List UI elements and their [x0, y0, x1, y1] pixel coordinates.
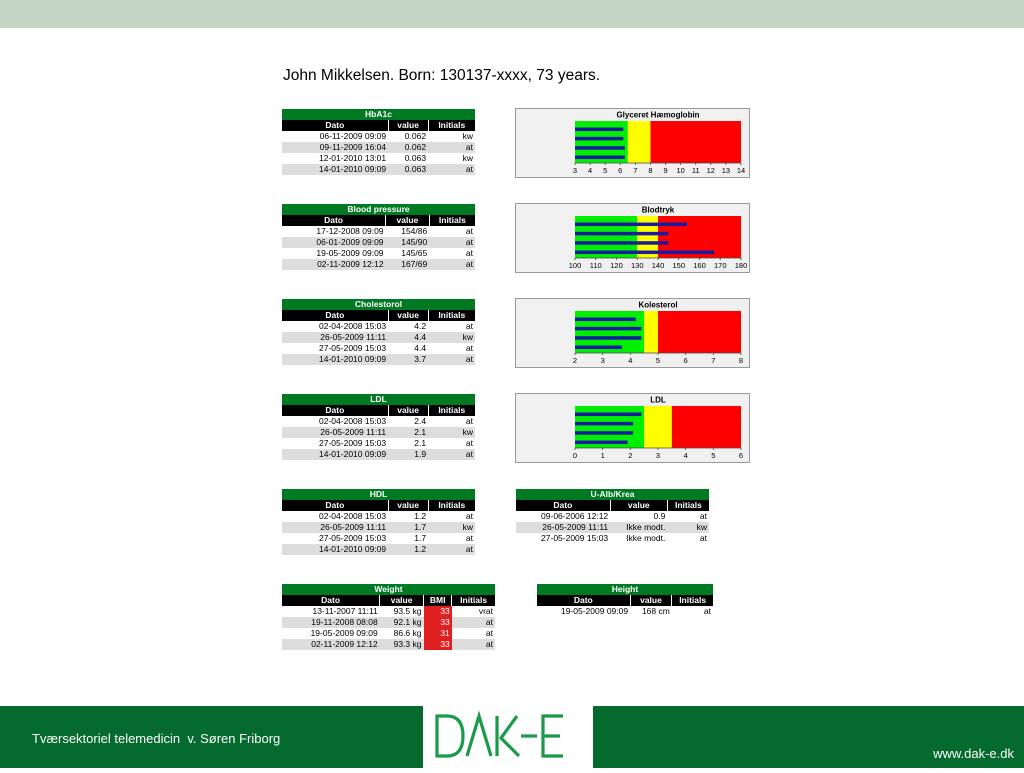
- column-header: value: [388, 405, 428, 416]
- tick-label: 160: [693, 261, 706, 270]
- zone-yellow: [644, 311, 658, 353]
- tick-label: 7: [711, 356, 716, 365]
- hba1c-chart-svg: [516, 109, 749, 177]
- table-row: [282, 248, 475, 259]
- tick-label: 14: [736, 166, 746, 175]
- table-cell: 86.6 kg: [380, 628, 424, 639]
- weight-table: [282, 584, 495, 650]
- tick-label: 3: [655, 451, 661, 460]
- table-cell: 145/90: [386, 237, 430, 248]
- tick-label: 2: [572, 356, 578, 365]
- chart-title: Glyceret Hæmoglobin: [616, 110, 700, 120]
- value-bar: [575, 431, 633, 435]
- table-cell: 14-01-2010 09:09: [282, 354, 388, 365]
- table-cell: 1.2: [388, 544, 428, 555]
- table-cell: at: [428, 533, 475, 544]
- value-bar: [575, 441, 628, 445]
- table-cell: kw: [428, 332, 475, 343]
- column-header: Dato: [537, 595, 630, 606]
- table-cell: vrat: [452, 606, 495, 617]
- table-title: LDL: [282, 394, 475, 405]
- top-banner: [0, 0, 1024, 28]
- tick-label: 5: [711, 451, 716, 460]
- table-cell: 4.4: [388, 332, 428, 343]
- table-cell: 09-06-2006 12:12: [516, 511, 610, 522]
- table-row: [516, 522, 709, 533]
- zone-yellow: [628, 121, 651, 163]
- tick-label: 9: [663, 166, 668, 175]
- table-cell: at: [428, 354, 475, 365]
- table-cell: 0.062: [388, 142, 428, 153]
- table-cell: at: [452, 639, 495, 650]
- blood-pressure-chart-svg: [516, 204, 749, 272]
- table-cell: 02-11-2009 12:12: [282, 259, 386, 270]
- table-cell: kw: [428, 522, 475, 533]
- table-row: [282, 544, 475, 555]
- table-cell: at: [429, 226, 475, 237]
- value-bar: [575, 156, 625, 160]
- table-cell: 27-05-2009 15:03: [282, 533, 388, 544]
- table-cell: 2.1: [388, 438, 428, 449]
- table-cell: 26-05-2009 11:11: [282, 332, 388, 343]
- table-row: [282, 533, 475, 544]
- tick-label: 13: [721, 166, 731, 175]
- blood-pressure-chart: [515, 203, 750, 273]
- column-header: Dato: [282, 310, 388, 321]
- zone-yellow: [644, 406, 672, 448]
- table-cell: 06-11-2009 09:09: [282, 131, 388, 142]
- table-row: [516, 533, 709, 544]
- table-row: [282, 416, 475, 427]
- tick-label: 0: [572, 451, 578, 460]
- blood-pressure-table: [282, 204, 475, 270]
- tick-label: 7: [633, 166, 638, 175]
- ldl-chart: [515, 393, 750, 463]
- column-header: Dato: [282, 405, 388, 416]
- column-header: value: [380, 595, 424, 606]
- table-cell: 26-05-2009 11:11: [516, 522, 610, 533]
- value-bar: [575, 137, 623, 141]
- table-cell: kw: [428, 131, 475, 142]
- tick-label: 6: [738, 451, 744, 460]
- table-title: Cholestorol: [282, 299, 475, 310]
- dak-e-logo-mark: [423, 706, 593, 768]
- table-row: [516, 511, 709, 522]
- patient-title: John Mikkelsen. Born: 130137-xxxx, 73 years.: [283, 67, 601, 84]
- table-cell: at: [452, 628, 495, 639]
- table-cell: at: [667, 533, 709, 544]
- table-title: HDL: [282, 489, 475, 500]
- height-table: [537, 584, 713, 617]
- value-bar: [575, 327, 641, 331]
- table-cell: at: [452, 617, 495, 628]
- column-header: value: [388, 120, 428, 131]
- tick-label: 180: [734, 261, 748, 270]
- tick-label: 3: [600, 356, 605, 365]
- tick-label: 8: [738, 356, 744, 365]
- table-cell: 0.062: [388, 131, 428, 142]
- chart-title: Blodtryk: [641, 205, 675, 215]
- value-bar: [575, 223, 687, 227]
- table-cell: 0.9: [610, 511, 667, 522]
- table-cell: 2.1: [388, 427, 428, 438]
- table-row: [282, 606, 495, 617]
- table-cell: at: [428, 511, 475, 522]
- table-row: [537, 606, 713, 617]
- tick-label: 4: [683, 451, 688, 460]
- table-row: [282, 164, 475, 175]
- table-cell: 93.3 kg: [380, 639, 424, 650]
- table-cell: 33: [424, 639, 452, 650]
- table-cell: 14-01-2010 09:09: [282, 164, 388, 175]
- tick-label: 2: [628, 451, 633, 460]
- column-header: value: [388, 310, 428, 321]
- tick-label: 170: [713, 261, 727, 270]
- tick-label: 6: [683, 356, 688, 365]
- table-cell: 12-01-2010 13:01: [282, 153, 388, 164]
- table-title: Height: [537, 584, 713, 595]
- table-cell: Ikke modt.: [610, 522, 667, 533]
- table-cell: 92.1 kg: [380, 617, 424, 628]
- table-title: HbA1c: [282, 109, 475, 120]
- table-cell: 0.063: [388, 164, 428, 175]
- table-cell: 02-04-2008 15:03: [282, 416, 388, 427]
- column-header: value: [630, 595, 672, 606]
- tick-label: 6: [618, 166, 623, 175]
- table-cell: at: [667, 511, 709, 522]
- column-header: Initials: [428, 500, 475, 511]
- table-cell: 168 cm: [630, 606, 672, 617]
- table-cell: at: [428, 321, 475, 332]
- table-cell: at: [429, 237, 475, 248]
- value-bar: [575, 232, 668, 236]
- table-row: [282, 142, 475, 153]
- column-header: BMI: [424, 595, 452, 606]
- tick-label: 140: [651, 261, 665, 270]
- table-cell: at: [428, 142, 475, 153]
- table-row: [282, 131, 475, 142]
- table-title: U-Alb/Krea: [516, 489, 709, 500]
- column-header: Initials: [667, 500, 709, 511]
- table-row: [282, 153, 475, 164]
- hba1c-table: [282, 109, 475, 175]
- table-cell: at: [428, 449, 475, 460]
- table-cell: 1.7: [388, 522, 428, 533]
- table-cell: 09-11-2009 16:04: [282, 142, 388, 153]
- table-cell: Ikke modt.: [610, 533, 667, 544]
- table-cell: 19-05-2009 09:09: [282, 628, 380, 639]
- table-cell: at: [428, 164, 475, 175]
- column-header: Dato: [282, 120, 388, 131]
- table-cell: at: [429, 259, 475, 270]
- tick-label: 120: [610, 261, 623, 270]
- ldl-chart-svg: [516, 394, 749, 462]
- table-row: [282, 343, 475, 354]
- column-header: Initials: [429, 215, 475, 226]
- table-cell: 14-01-2010 09:09: [282, 544, 388, 555]
- table-row: [282, 511, 475, 522]
- table-row: [282, 522, 475, 533]
- table-cell: at: [428, 343, 475, 354]
- table-cell: 27-05-2009 15:03: [282, 343, 388, 354]
- table-cell: 26-05-2009 11:11: [282, 427, 388, 438]
- cholesterol-table: [282, 299, 475, 365]
- table-cell: 4.2: [388, 321, 428, 332]
- table-title: Weight: [282, 584, 495, 595]
- tick-label: 110: [589, 261, 602, 270]
- table-cell: at: [428, 438, 475, 449]
- table-cell: 19-05-2009 09:09: [537, 606, 630, 617]
- footer-url: www.dak-e.dk: [933, 746, 1014, 761]
- table-row: [282, 321, 475, 332]
- table-row: [282, 438, 475, 449]
- column-header: Initials: [672, 595, 713, 606]
- table-cell: 4.4: [388, 343, 428, 354]
- table-cell: 17-12-2008 09:09: [282, 226, 386, 237]
- table-cell: 02-11-2009 12:12: [282, 639, 380, 650]
- table-cell: 27-05-2009 15:03: [282, 438, 388, 449]
- hba1c-chart: [515, 108, 750, 178]
- column-header: Dato: [282, 595, 380, 606]
- table-cell: kw: [428, 153, 475, 164]
- tick-label: 11: [691, 166, 700, 175]
- table-row: [282, 628, 495, 639]
- value-bar: [575, 241, 668, 245]
- zone-red: [672, 406, 741, 448]
- tick-label: 150: [672, 261, 686, 270]
- value-bar: [575, 422, 633, 426]
- table-cell: 13-11-2007 11:11: [282, 606, 380, 617]
- table-cell: 31: [424, 628, 452, 639]
- table-row: [282, 237, 475, 248]
- table-row: [282, 617, 495, 628]
- hdl-table: [282, 489, 475, 555]
- table-cell: 02-04-2008 15:03: [282, 321, 388, 332]
- column-header: value: [388, 500, 428, 511]
- ldl-table: [282, 394, 475, 460]
- u-alb-krea-table: [516, 489, 709, 544]
- cholesterol-chart: [515, 298, 750, 368]
- table-cell: 19-05-2009 09:09: [282, 248, 386, 259]
- table-cell: 93.5 kg: [380, 606, 424, 617]
- table-cell: 26-05-2009 11:11: [282, 522, 388, 533]
- table-cell: 02-04-2008 15:03: [282, 511, 388, 522]
- column-header: Initials: [428, 405, 475, 416]
- table-cell: 27-05-2009 15:03: [516, 533, 610, 544]
- table-cell: 33: [424, 617, 452, 628]
- table-cell: kw: [428, 427, 475, 438]
- column-header: Initials: [428, 310, 475, 321]
- tick-label: 5: [603, 166, 608, 175]
- table-row: [282, 427, 475, 438]
- table-row: [282, 332, 475, 343]
- tick-label: 1: [600, 451, 605, 460]
- table-cell: 33: [424, 606, 452, 617]
- tick-label: 5: [655, 356, 661, 365]
- table-cell: 1.9: [388, 449, 428, 460]
- tick-label: 100: [568, 261, 582, 270]
- table-cell: at: [672, 606, 713, 617]
- footer-caption: Tværsektoriel telemedicin v. Søren Friborg: [32, 731, 281, 746]
- tick-label: 3: [572, 166, 578, 175]
- table-title: Blood pressure: [282, 204, 475, 215]
- value-bar: [575, 128, 623, 131]
- table-cell: at: [428, 416, 475, 427]
- table-cell: at: [428, 544, 475, 555]
- tick-label: 4: [588, 166, 593, 175]
- column-header: Initials: [428, 120, 475, 131]
- zone-red: [650, 121, 741, 163]
- table-cell: 14-01-2010 09:09: [282, 449, 388, 460]
- value-bar: [575, 318, 636, 322]
- column-header: value: [386, 215, 430, 226]
- table-cell: 0.063: [388, 153, 428, 164]
- value-bar: [575, 346, 622, 350]
- tick-label: 4: [628, 356, 633, 365]
- table-row: [282, 354, 475, 365]
- column-header: Dato: [282, 500, 388, 511]
- table-cell: at: [429, 248, 475, 259]
- column-header: value: [610, 500, 667, 511]
- table-row: [282, 639, 495, 650]
- table-row: [282, 226, 475, 237]
- table-cell: 1.7: [388, 533, 428, 544]
- tick-label: 8: [648, 166, 653, 175]
- table-cell: 19-11-2008 08:08: [282, 617, 380, 628]
- column-header: Dato: [516, 500, 610, 511]
- table-cell: 3.7: [388, 354, 428, 365]
- tick-label: 10: [676, 166, 685, 175]
- column-header: Initials: [452, 595, 495, 606]
- table-row: [282, 449, 475, 460]
- value-bar: [575, 336, 641, 340]
- dak-e-logo: [423, 706, 593, 768]
- table-cell: 06-01-2009 09:09: [282, 237, 386, 248]
- value-bar: [575, 146, 625, 150]
- tick-label: 130: [630, 261, 644, 270]
- table-cell: kw: [667, 522, 709, 533]
- cholesterol-chart-svg: [516, 299, 749, 367]
- table-cell: 2.4: [388, 416, 428, 427]
- chart-title: LDL: [650, 395, 666, 405]
- table-row: [282, 259, 475, 270]
- value-bar: [575, 413, 641, 417]
- table-cell: 167/69: [386, 259, 430, 270]
- value-bar: [575, 251, 714, 255]
- column-header: Dato: [282, 215, 386, 226]
- tick-label: 12: [706, 166, 715, 175]
- chart-title: Kolesterol: [638, 300, 678, 310]
- zone-red: [658, 311, 741, 353]
- table-cell: 145/65: [386, 248, 430, 259]
- table-cell: 154/86: [386, 226, 430, 237]
- table-cell: 1.2: [388, 511, 428, 522]
